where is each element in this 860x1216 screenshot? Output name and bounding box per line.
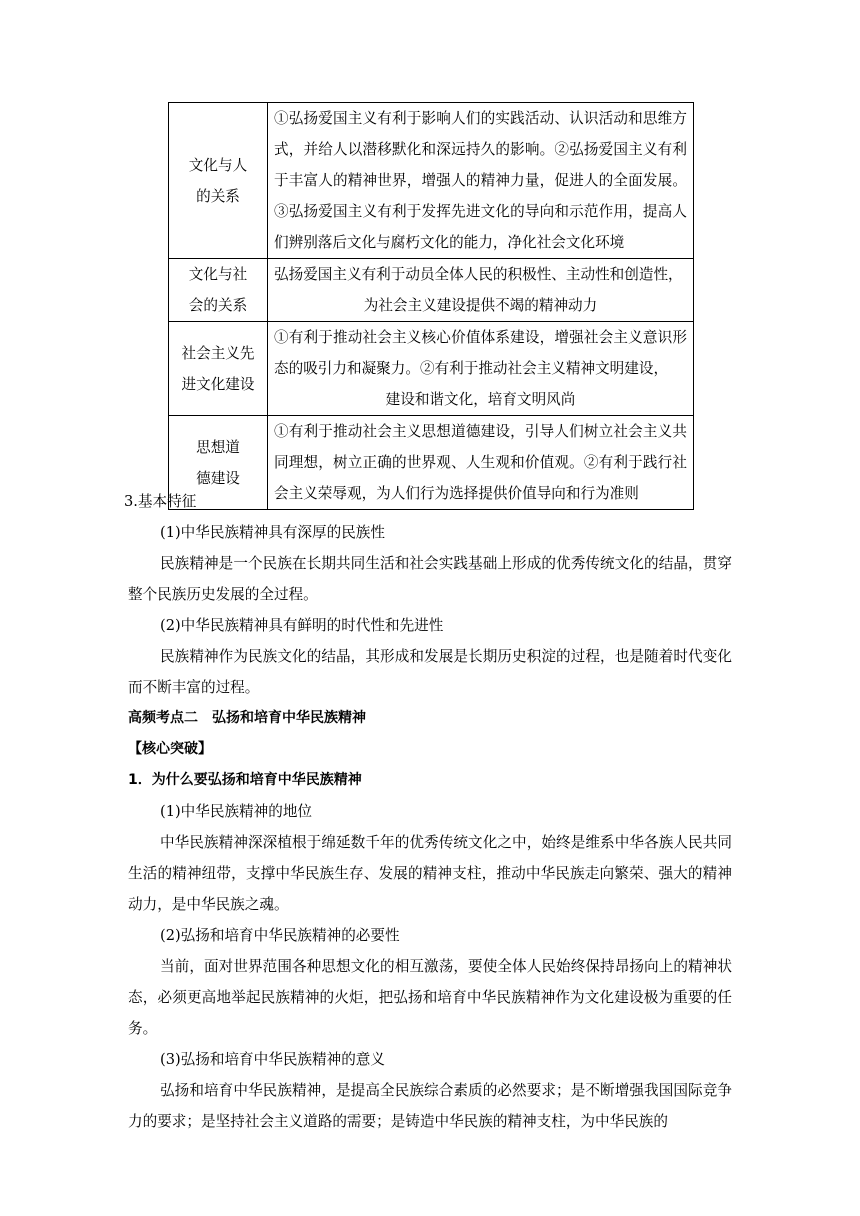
row-label-line: 的关系 bbox=[196, 187, 240, 205]
table-row bbox=[169, 259, 694, 322]
row-label bbox=[169, 259, 268, 322]
subheading: (2)弘扬和培育中华民族精神的必要性 bbox=[160, 927, 400, 944]
row-label-line: 进文化建设 bbox=[181, 375, 255, 393]
paragraph: 中华民族精神深深植根于绵延数千年的优秀传统文化之中，始终是维系中华各族人民共同生活的精神纽带，支撑中华民族生存、发展的精神支柱，推动中华民族走向繁荣、强大的精神动力，是中华民族之魂。 bbox=[128, 834, 732, 913]
row-content-line: ①有利于推动社会主义核心价值体系建设，增强社会主义意识形态的吸引力和凝聚力。②有利于推动社会主义精神文明建设， bbox=[274, 329, 687, 377]
row-content-line: 弘扬爱国主义有利于动员全体人民的积极性、主动性和创造性， bbox=[274, 266, 683, 283]
topic-heading: 高频考点二 弘扬和培育中华民族精神 bbox=[128, 710, 366, 726]
subheading: (1)中华民族精神具有深厚的民族性 bbox=[160, 524, 385, 541]
row-label bbox=[169, 103, 268, 259]
row-content bbox=[268, 322, 694, 416]
paragraph: 弘扬和培育中华民族精神，是提高全民族综合素质的必然要求；是不断增强我国国际竞争力的要求；是坚持社会主义道路的需要；是铸造中华民族的精神支柱，为中华民族的 bbox=[128, 1082, 732, 1130]
row-label-line: 思想道 bbox=[196, 438, 240, 456]
row-label-line: 会的关系 bbox=[188, 297, 248, 314]
row-content-line: 为社会主义建设提供不竭的精神动力 bbox=[363, 297, 598, 314]
section-heading: 3.基本特征 bbox=[124, 493, 197, 510]
question-heading: 1．为什么要弘扬和培育中华民族精神 bbox=[128, 772, 362, 788]
table-row bbox=[169, 322, 694, 416]
paragraph: 民族精神是一个民族在长期共同生活和社会实践基础上形成的优秀传统文化的结晶，贯穿整个民族历史发展的全过程。 bbox=[128, 555, 732, 603]
row-content: ①有利于推动社会主义思想道德建设，引导人们树立社会主义共同理想，树立正确的世界观、人生观和价值观。②有利于践行社会主义荣辱观，为人们行为选择提供价值导向和行为准则 bbox=[268, 416, 694, 510]
subheading: (1)中华民族精神的地位 bbox=[160, 803, 313, 820]
row-label-line: 德建设 bbox=[196, 469, 240, 487]
subheading: (3)弘扬和培育中华民族精神的意义 bbox=[160, 1051, 385, 1068]
patriotism-table bbox=[168, 102, 694, 510]
row-label-line: 文化与人 bbox=[188, 156, 248, 174]
row-label-line: 社会主义先 bbox=[181, 344, 255, 362]
body-text bbox=[124, 486, 732, 1137]
row-content bbox=[268, 259, 694, 322]
core-breakthrough-heading: 【核心突破】 bbox=[128, 741, 212, 757]
row-content-line: 建设和谐文化，培育文明风尚 bbox=[385, 391, 576, 408]
row-label bbox=[169, 322, 268, 416]
table-row bbox=[169, 103, 694, 259]
subheading: (2)中华民族精神具有鲜明的时代性和先进性 bbox=[160, 617, 444, 634]
paragraph: 当前，面对世界范围各种思想文化的相互激荡，要使全体人民始终保持昂扬向上的精神状态，必须更高地举起民族精神的火炬，把弘扬和培育中华民族精神作为文化建设极为重要的任务。 bbox=[128, 958, 732, 1037]
row-label-line: 文化与社 bbox=[188, 266, 248, 283]
paragraph: 民族精神作为民族文化的结晶，其形成和发展是长期历史积淀的过程，也是随着时代变化而不断丰富的过程。 bbox=[128, 648, 732, 696]
row-content: ①弘扬爱国主义有利于影响人们的实践活动、认识活动和思维方式，并给人以潜移默化和深远持久的影响。②弘扬爱国主义有利于丰富人的精神世界，增强人的精神力量，促进人的全面发展。③弘扬爱国主义有利于发挥先进文化的导向和示范作用，提高人们辨别落后文化与腐朽文化的能力，净化社会文化环境 bbox=[268, 103, 694, 259]
